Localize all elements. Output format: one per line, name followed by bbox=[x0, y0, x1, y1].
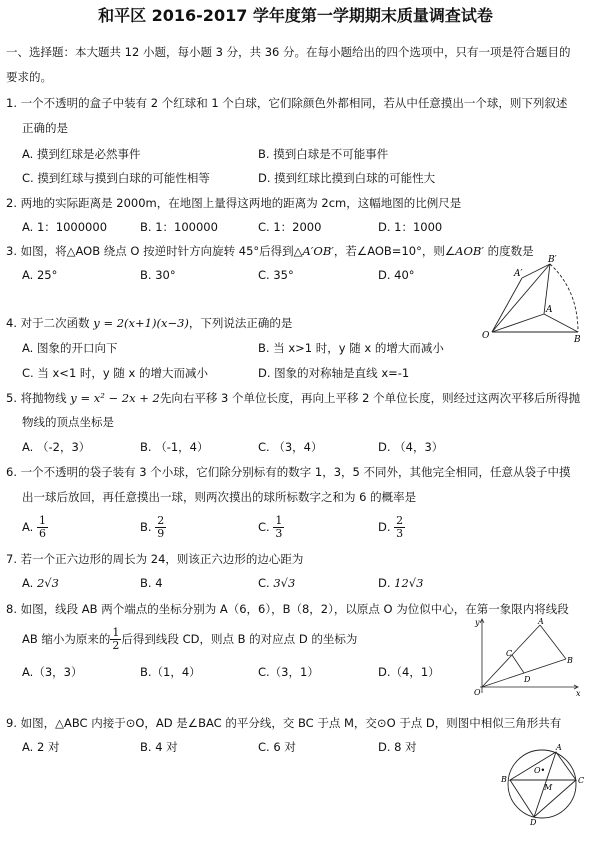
q6-option-a bbox=[22, 512, 48, 542]
q1-option-b: B. 摸到白球是不可能事件 bbox=[258, 147, 389, 161]
q1-option-c: C. 摸到红球与摸到白球的可能性相等 bbox=[22, 171, 210, 185]
q6-d-den: 3 bbox=[396, 527, 404, 540]
q8-label-D: D bbox=[524, 675, 531, 684]
q5-option-c: C. （3，4） bbox=[258, 440, 323, 454]
question-8-text: 8. 如图，线段 AB 两个端点的坐标分别为 A（6，6），B（8，2），以原点 O 为位似中心，在第一象限内将线段 bbox=[6, 602, 569, 616]
q8-label-x: x bbox=[576, 689, 581, 697]
q6-a-label: A. bbox=[22, 520, 34, 534]
section-heading-line1: 一、选择题：本大题共 12 小题，每小题 3 分，共 36 分。在每小题给出的四个选项中，只有一项是符合题目的 bbox=[6, 45, 571, 59]
q8-label-y: y bbox=[475, 618, 480, 627]
q8-text-2a: AB 缩小为原来的 bbox=[22, 632, 111, 646]
question-6-text: 6. 一个不透明的袋子装有 3 个小球，它们除分别标有的数字 1，3，5 不同外，其他完全相同，任意从袋子中摸 bbox=[6, 465, 571, 479]
q8-seg-AB bbox=[540, 625, 566, 659]
q9-label-D: D bbox=[530, 818, 537, 826]
question-4-text bbox=[6, 316, 292, 330]
q5-option-a: A. （-2，3） bbox=[22, 440, 91, 454]
q1-option-a: A. 摸到红球是必然事件 bbox=[22, 147, 141, 161]
q2-option-c: C. 1：2000 bbox=[258, 220, 322, 234]
q3-label-A1: A′ bbox=[514, 269, 523, 279]
q6-option-c bbox=[258, 512, 284, 542]
q4-option-c: C. 当 x<1 时，y 随 x 的增大而减小 bbox=[22, 366, 208, 380]
q6-b-fraction bbox=[155, 515, 166, 540]
q6-d-label: D. bbox=[378, 520, 391, 534]
question-6-text-cont: 出一球后放回，再任意摸出一球，则两次摸出的球所标数字之和为 6 的概率是 bbox=[22, 490, 417, 504]
q6-c-den: 3 bbox=[275, 527, 283, 540]
page-title: 和平区 2016-2017 学年度第一学期期末质量调查试卷 bbox=[98, 6, 493, 25]
question-2-text: 2. 两地的实际距离是 2000m，在地图上量得这两地的距离为 2cm，这幅地图的比例尺是 bbox=[6, 196, 462, 210]
q6-c-label: C. bbox=[258, 520, 270, 534]
q8-text-2b: 后得到线段 CD，则点 B 的对应点 D 的坐标为 bbox=[121, 632, 358, 646]
q3-arc bbox=[550, 264, 578, 332]
q3-option-c: C. 35° bbox=[258, 268, 294, 282]
question-7-text: 7. 若一个正六边形的周长为 24，则该正六边形的边心距为 bbox=[6, 552, 304, 566]
q6-a-fraction bbox=[37, 515, 48, 540]
q6-d-fraction bbox=[394, 515, 405, 540]
q4-option-d: D. 图象的对称轴是直线 x=-1 bbox=[258, 366, 410, 380]
q3-math-2: AOB′ bbox=[455, 244, 484, 258]
q1-option-d: D. 摸到红球比摸到白球的可能性大 bbox=[258, 171, 436, 185]
q6-b-label: B. bbox=[140, 520, 152, 534]
q6-d-num: 2 bbox=[396, 514, 404, 527]
q2-option-a: A. 1：1000000 bbox=[22, 220, 108, 234]
q3-label-A: A bbox=[546, 305, 553, 315]
q6-b-num: 2 bbox=[157, 514, 165, 527]
question-1-text: 1. 一个不透明的盒子中装有 2 个红球和 1 个白球，它们除颜色外都相同，若从中任意摸出一个球，则下列叙述 bbox=[6, 96, 568, 110]
q6-b-den: 9 bbox=[157, 527, 165, 540]
q3-option-b: B. 30° bbox=[140, 268, 176, 282]
q9-label-M: M bbox=[544, 783, 553, 792]
q3-label-O: O bbox=[482, 331, 490, 341]
q9-option-c: C. 6 对 bbox=[258, 740, 296, 754]
q6-option-d bbox=[378, 512, 405, 542]
q4-option-b: B. 当 x>1 时，y 随 x 的增大而减小 bbox=[258, 341, 444, 355]
q3-rotation-figure bbox=[478, 252, 588, 344]
q8-option-a: A.（3，3） bbox=[22, 665, 83, 679]
q8-fraction bbox=[110, 627, 121, 652]
q8-seg-CD bbox=[512, 655, 524, 673]
q3-math-1: A′OB′ bbox=[302, 244, 334, 258]
q8-label-C: C bbox=[506, 649, 513, 658]
q3-label-B: B bbox=[574, 335, 581, 344]
q7-option-a bbox=[22, 576, 59, 590]
q7-option-d bbox=[378, 576, 423, 590]
q9-option-a: A. 2 对 bbox=[22, 740, 60, 754]
q4-text-2: ，下列说法正确的是 bbox=[188, 316, 293, 330]
q6-option-b bbox=[140, 512, 166, 542]
q7-a-label: A. bbox=[22, 576, 34, 590]
q7-d-math: 12√3 bbox=[394, 576, 424, 590]
q8-label-A: A bbox=[538, 617, 544, 626]
q3-seg-AB bbox=[544, 314, 578, 332]
q8-label-B: B bbox=[567, 656, 573, 665]
q8-frac-num: 1 bbox=[112, 626, 120, 639]
q9-label-C: C bbox=[578, 776, 585, 785]
question-5-text-cont: 物线的顶点坐标是 bbox=[22, 415, 114, 429]
q7-option-c bbox=[258, 576, 295, 590]
q8-coordinate-figure bbox=[472, 615, 584, 697]
q3-option-d: D. 40° bbox=[378, 268, 415, 282]
q5-option-b: B. （-1，4） bbox=[140, 440, 209, 454]
q7-c-math: 3√3 bbox=[273, 576, 296, 590]
q8-option-b: B.（1，4） bbox=[140, 665, 201, 679]
q2-option-b: B. 1：100000 bbox=[140, 220, 218, 234]
q3-label-B1: B′ bbox=[548, 255, 557, 265]
q8-frac-den: 2 bbox=[112, 639, 120, 652]
q3-option-a: A. 25° bbox=[22, 268, 58, 282]
q3-text-1: 3. 如图，将△AOB 绕点 O 按逆时针方向旋转 45°后得到△ bbox=[6, 244, 303, 258]
question-5-text bbox=[6, 391, 580, 405]
q9-circle-figure bbox=[498, 740, 586, 826]
question-9-text: 9. 如图，△ABC 内接于⊙O，AD 是∠BAC 的平分线，交 BC 于点 M，交⊙O 于点 D，则图中相似三角形共有 bbox=[6, 716, 562, 730]
q4-math: y = 2(x+1)(x−3) bbox=[93, 316, 189, 330]
q5-text-1: 5. 将抛物线 bbox=[6, 391, 71, 405]
q9-option-d: D. 8 对 bbox=[378, 740, 417, 754]
q9-label-A: A bbox=[556, 743, 562, 752]
q6-c-num: 1 bbox=[275, 514, 283, 527]
question-8-text-cont bbox=[22, 624, 357, 654]
q5-option-d: D. （4，3） bbox=[378, 440, 444, 454]
q7-c-label: C. bbox=[258, 576, 270, 590]
q9-label-B: B bbox=[501, 775, 507, 784]
section-heading-line2: 要求的。 bbox=[6, 70, 52, 84]
q9-option-b: B. 4 对 bbox=[140, 740, 178, 754]
q6-a-den: 6 bbox=[38, 527, 46, 540]
q2-option-d: D. 1：1000 bbox=[378, 220, 443, 234]
q8-option-c: C.（3，1） bbox=[258, 665, 319, 679]
q4-option-a: A. 图象的开口向下 bbox=[22, 341, 118, 355]
q5-text-2: 先向右平移 3 个单位长度，再向上平移 2 个单位长度，则经过这两次平移后所得抛 bbox=[159, 391, 581, 405]
q3-seg-OA1 bbox=[492, 278, 522, 332]
q9-label-O: O• bbox=[534, 766, 546, 775]
q7-d-label: D. bbox=[378, 576, 391, 590]
question-3-text bbox=[6, 244, 534, 258]
q7-a-math: 2√3 bbox=[36, 576, 59, 590]
q8-option-d: D.（4，1） bbox=[378, 665, 440, 679]
q3-text-3: 的度数是 bbox=[483, 244, 534, 258]
q4-text-1: 4. 对于二次函数 bbox=[6, 316, 94, 330]
q3-seg-A1B1 bbox=[522, 264, 550, 278]
q7-option-b: B. 4 bbox=[140, 576, 163, 590]
q3-text-2: ，若∠AOB=10°，则∠ bbox=[333, 244, 456, 258]
question-1-text-cont: 正确的是 bbox=[22, 121, 68, 135]
q8-label-O: O bbox=[474, 688, 481, 697]
q6-c-fraction bbox=[273, 515, 284, 540]
q6-a-num: 1 bbox=[38, 514, 46, 527]
q5-math: y = x² − 2x + 2 bbox=[70, 391, 160, 405]
